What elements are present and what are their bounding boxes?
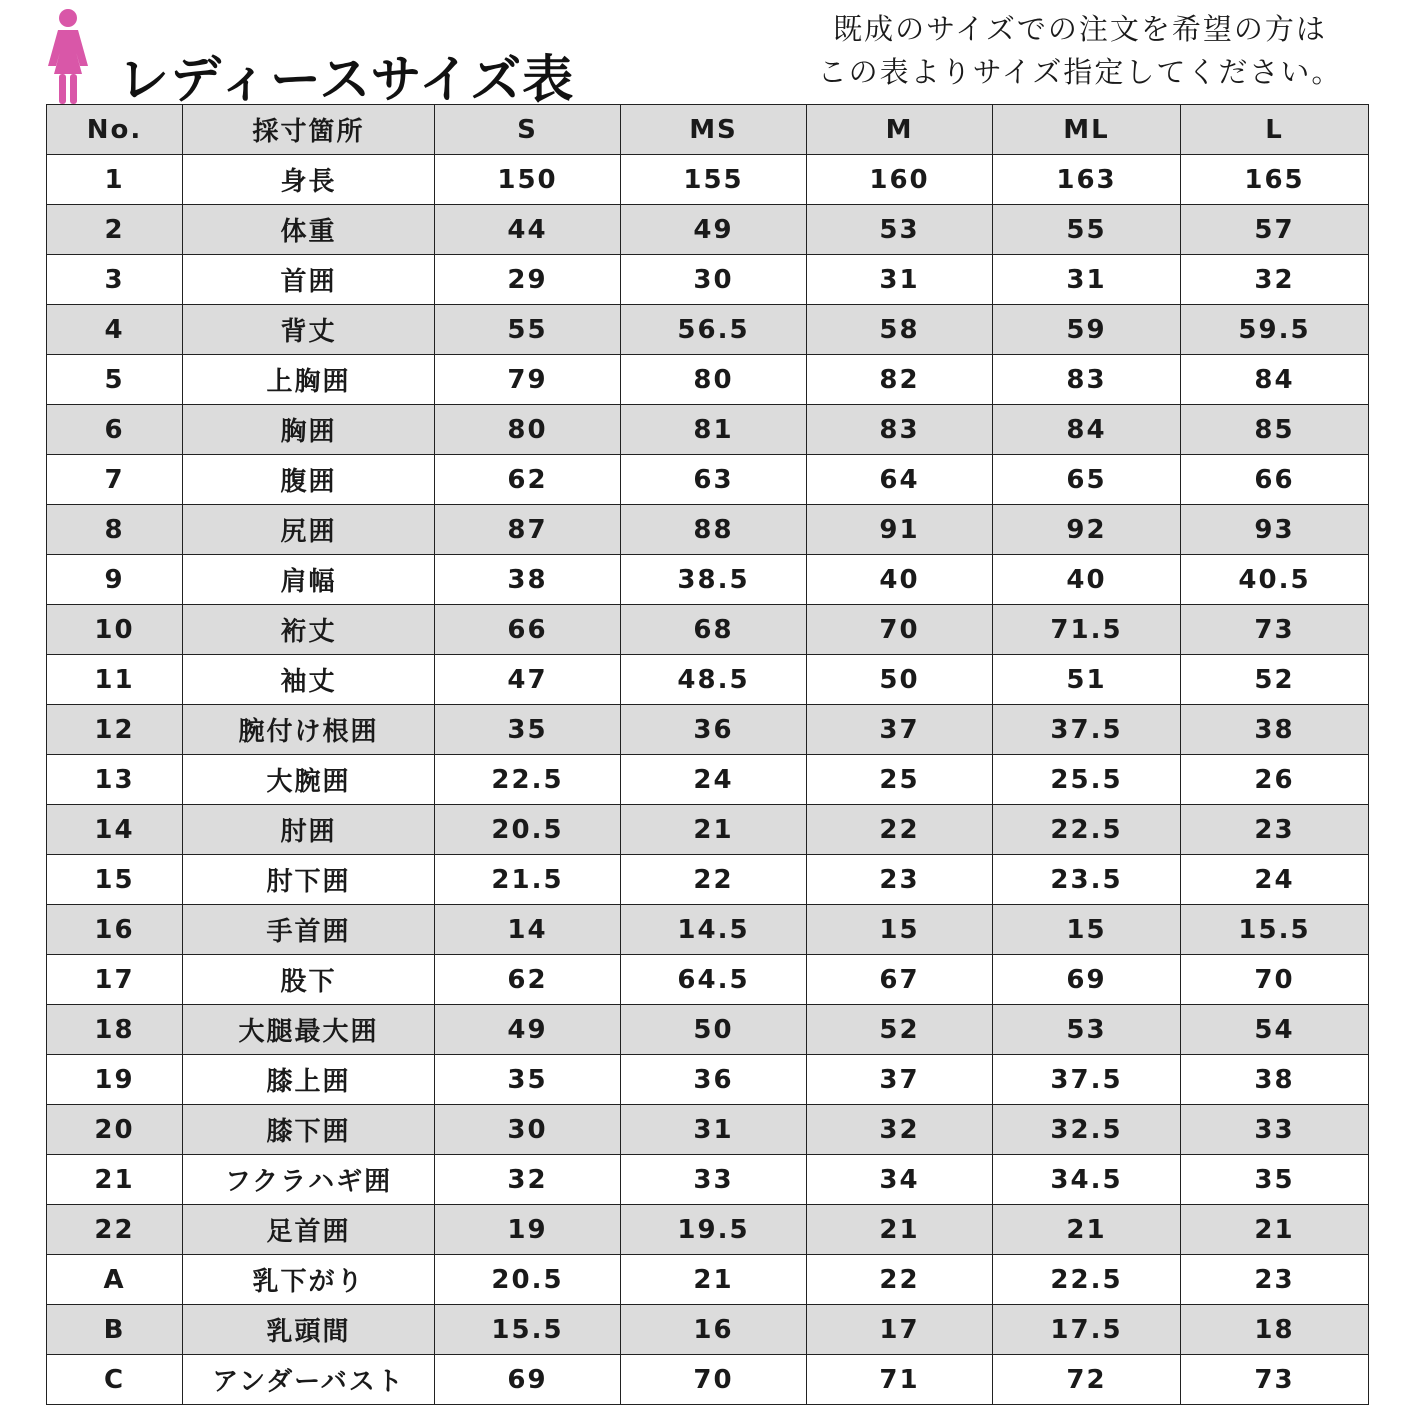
table-cell-col-s: 49	[435, 1005, 621, 1055]
table-cell-col-ml: 84	[993, 405, 1181, 455]
table-cell-col-s: 30	[435, 1105, 621, 1155]
table-cell-col-ml: 25.5	[993, 755, 1181, 805]
table-cell-col-m: 67	[807, 955, 993, 1005]
table-row	[47, 705, 1369, 755]
table-cell-col-no: 20	[47, 1105, 183, 1155]
table-cell-col-l: 32	[1181, 255, 1369, 305]
table-cell-col-location: 上胸囲	[183, 355, 435, 405]
table-cell-col-ml: 51	[993, 655, 1181, 705]
table-cell-col-no: 4	[47, 305, 183, 355]
table-cell-col-l: 26	[1181, 755, 1369, 805]
table-cell-col-ms: 48.5	[621, 655, 807, 705]
table-cell-col-s: 15.5	[435, 1305, 621, 1355]
table-cell-col-no: 13	[47, 755, 183, 805]
table-cell-col-s: 19	[435, 1205, 621, 1255]
table-cell-col-s: 80	[435, 405, 621, 455]
order-note-line1: 既成のサイズでの注文を希望の方は	[833, 12, 1327, 46]
table-cell-col-m: 17	[807, 1305, 993, 1355]
column-header-col-l: L	[1181, 105, 1369, 155]
table-cell-col-m: 82	[807, 355, 993, 405]
table-cell-col-m: 22	[807, 1255, 993, 1305]
table-row	[47, 805, 1369, 855]
table-cell-col-location: 背丈	[183, 305, 435, 355]
table-cell-col-l: 52	[1181, 655, 1369, 705]
table-cell-col-m: 83	[807, 405, 993, 455]
order-note-line2: この表よりサイズ指定してください。	[817, 55, 1343, 89]
table-cell-col-l: 54	[1181, 1005, 1369, 1055]
table-cell-col-ml: 15	[993, 905, 1181, 955]
table-cell-col-ml: 40	[993, 555, 1181, 605]
table-cell-col-ml: 21	[993, 1205, 1181, 1255]
table-row	[47, 155, 1369, 205]
table-cell-col-ml: 72	[993, 1355, 1181, 1405]
table-cell-col-s: 32	[435, 1155, 621, 1205]
table-cell-col-m: 91	[807, 505, 993, 555]
table-cell-col-no: 17	[47, 955, 183, 1005]
table-cell-col-ms: 81	[621, 405, 807, 455]
table-cell-col-m: 25	[807, 755, 993, 805]
table-row	[47, 1255, 1369, 1305]
table-cell-col-ml: 23.5	[993, 855, 1181, 905]
table-cell-col-s: 69	[435, 1355, 621, 1405]
table-cell-col-l: 165	[1181, 155, 1369, 205]
table-cell-col-ml: 31	[993, 255, 1181, 305]
table-cell-col-ml: 69	[993, 955, 1181, 1005]
table-cell-col-ml: 59	[993, 305, 1181, 355]
table-cell-col-ms: 38.5	[621, 555, 807, 605]
table-cell-col-location: 腕付け根囲	[183, 705, 435, 755]
table-cell-col-ml: 34.5	[993, 1155, 1181, 1205]
woman-icon	[44, 8, 92, 104]
table-cell-col-s: 87	[435, 505, 621, 555]
table-cell-col-ml: 65	[993, 455, 1181, 505]
table-cell-col-ms: 68	[621, 605, 807, 655]
table-row	[47, 1005, 1369, 1055]
table-row	[47, 855, 1369, 905]
table-cell-col-location: 乳下がり	[183, 1255, 435, 1305]
table-cell-col-s: 79	[435, 355, 621, 405]
table-cell-col-ml: 92	[993, 505, 1181, 555]
table-cell-col-location: 手首囲	[183, 905, 435, 955]
table-cell-col-location: 身長	[183, 155, 435, 205]
table-row	[47, 655, 1369, 705]
page-title: レディースサイズ表	[118, 51, 575, 110]
table-cell-col-l: 21	[1181, 1205, 1369, 1255]
table-cell-col-ms: 14.5	[621, 905, 807, 955]
column-header-col-no: No.	[47, 105, 183, 155]
table-cell-col-l: 15.5	[1181, 905, 1369, 955]
table-cell-col-m: 50	[807, 655, 993, 705]
table-cell-col-no: 3	[47, 255, 183, 305]
table-cell-col-no: 22	[47, 1205, 183, 1255]
table-cell-col-m: 52	[807, 1005, 993, 1055]
table-cell-col-s: 62	[435, 955, 621, 1005]
table-cell-col-no: A	[47, 1255, 183, 1305]
table-cell-col-l: 85	[1181, 405, 1369, 455]
table-cell-col-location: 足首囲	[183, 1205, 435, 1255]
table-cell-col-location: フクラハギ囲	[183, 1155, 435, 1205]
table-cell-col-location: 膝上囲	[183, 1055, 435, 1105]
table-cell-col-l: 73	[1181, 605, 1369, 655]
table-cell-col-no: 19	[47, 1055, 183, 1105]
table-row	[47, 755, 1369, 805]
table-cell-col-l: 38	[1181, 705, 1369, 755]
table-cell-col-ml: 163	[993, 155, 1181, 205]
table-row	[47, 1055, 1369, 1105]
table-cell-col-s: 20.5	[435, 805, 621, 855]
table-cell-col-m: 40	[807, 555, 993, 605]
table-cell-col-location: 肘囲	[183, 805, 435, 855]
table-row	[47, 505, 1369, 555]
table-row	[47, 905, 1369, 955]
table-cell-col-s: 14	[435, 905, 621, 955]
table-row	[47, 455, 1369, 505]
table-row	[47, 1155, 1369, 1205]
table-cell-col-l: 23	[1181, 805, 1369, 855]
table-row	[47, 1105, 1369, 1155]
table-cell-col-no: 6	[47, 405, 183, 455]
table-cell-col-location: 腹囲	[183, 455, 435, 505]
table-cell-col-ms: 63	[621, 455, 807, 505]
table-cell-col-m: 37	[807, 705, 993, 755]
table-cell-col-ml: 37.5	[993, 705, 1181, 755]
table-cell-col-l: 70	[1181, 955, 1369, 1005]
table-cell-col-s: 55	[435, 305, 621, 355]
table-cell-col-l: 59.5	[1181, 305, 1369, 355]
table-cell-col-l: 38	[1181, 1055, 1369, 1105]
table-cell-col-no: 8	[47, 505, 183, 555]
table-cell-col-ms: 19.5	[621, 1205, 807, 1255]
table-cell-col-l: 35	[1181, 1155, 1369, 1205]
table-cell-col-no: 21	[47, 1155, 183, 1205]
table-cell-col-m: 53	[807, 205, 993, 255]
column-header-col-s: S	[435, 105, 621, 155]
table-cell-col-l: 40.5	[1181, 555, 1369, 605]
table-cell-col-m: 71	[807, 1355, 993, 1405]
table-cell-col-ms: 56.5	[621, 305, 807, 355]
table-row	[47, 1205, 1369, 1255]
table-cell-col-s: 29	[435, 255, 621, 305]
table-cell-col-ms: 22	[621, 855, 807, 905]
table-cell-col-l: 18	[1181, 1305, 1369, 1355]
column-header-col-location: 採寸箇所	[183, 105, 435, 155]
table-cell-col-m: 21	[807, 1205, 993, 1255]
table-cell-col-m: 37	[807, 1055, 993, 1105]
table-cell-col-no: 16	[47, 905, 183, 955]
table-cell-col-ms: 30	[621, 255, 807, 305]
table-cell-col-l: 84	[1181, 355, 1369, 405]
table-cell-col-ms: 33	[621, 1155, 807, 1205]
table-cell-col-ml: 53	[993, 1005, 1181, 1055]
table-cell-col-no: 11	[47, 655, 183, 705]
column-header-col-m: M	[807, 105, 993, 155]
table-row	[47, 405, 1369, 455]
table-cell-col-ml: 55	[993, 205, 1181, 255]
table-cell-col-m: 15	[807, 905, 993, 955]
table-cell-col-ms: 88	[621, 505, 807, 555]
table-row	[47, 605, 1369, 655]
table-cell-col-no: C	[47, 1355, 183, 1405]
table-cell-col-ms: 80	[621, 355, 807, 405]
table-cell-col-s: 35	[435, 705, 621, 755]
table-cell-col-no: B	[47, 1305, 183, 1355]
table-cell-col-m: 23	[807, 855, 993, 905]
table-cell-col-ms: 36	[621, 1055, 807, 1105]
table-cell-col-s: 21.5	[435, 855, 621, 905]
table-cell-col-ms: 70	[621, 1355, 807, 1405]
table-cell-col-location: 肘下囲	[183, 855, 435, 905]
table-cell-col-s: 22.5	[435, 755, 621, 805]
table-cell-col-location: 体重	[183, 205, 435, 255]
table-cell-col-location: 乳頭間	[183, 1305, 435, 1355]
table-cell-col-m: 70	[807, 605, 993, 655]
table-row	[47, 305, 1369, 355]
table-row	[47, 1305, 1369, 1355]
table-cell-col-s: 38	[435, 555, 621, 605]
table-cell-col-m: 58	[807, 305, 993, 355]
table-cell-col-location: 肩幅	[183, 555, 435, 605]
table-cell-col-m: 32	[807, 1105, 993, 1155]
table-cell-col-no: 18	[47, 1005, 183, 1055]
table-cell-col-ml: 37.5	[993, 1055, 1181, 1105]
table-cell-col-s: 150	[435, 155, 621, 205]
table-cell-col-ml: 71.5	[993, 605, 1181, 655]
table-cell-col-l: 73	[1181, 1355, 1369, 1405]
table-cell-col-ms: 21	[621, 1255, 807, 1305]
table-cell-col-location: 股下	[183, 955, 435, 1005]
column-header-col-ms: MS	[621, 105, 807, 155]
table-cell-col-no: 2	[47, 205, 183, 255]
table-cell-col-m: 31	[807, 255, 993, 305]
table-cell-col-l: 24	[1181, 855, 1369, 905]
table-cell-col-ms: 50	[621, 1005, 807, 1055]
table-cell-col-s: 62	[435, 455, 621, 505]
table-cell-col-ml: 22.5	[993, 805, 1181, 855]
table-cell-col-l: 33	[1181, 1105, 1369, 1155]
table-cell-col-no: 7	[47, 455, 183, 505]
table-cell-col-ms: 24	[621, 755, 807, 805]
table-cell-col-m: 160	[807, 155, 993, 205]
table-cell-col-ms: 21	[621, 805, 807, 855]
table-cell-col-no: 15	[47, 855, 183, 905]
table-cell-col-l: 57	[1181, 205, 1369, 255]
table-cell-col-location: 裄丈	[183, 605, 435, 655]
table-row	[47, 955, 1369, 1005]
table-cell-col-no: 12	[47, 705, 183, 755]
table-cell-col-location: 膝下囲	[183, 1105, 435, 1155]
table-cell-col-no: 10	[47, 605, 183, 655]
table-cell-col-ms: 31	[621, 1105, 807, 1155]
size-table	[46, 104, 1369, 1405]
column-header-col-ml: ML	[993, 105, 1181, 155]
table-cell-col-location: 袖丈	[183, 655, 435, 705]
table-cell-col-s: 20.5	[435, 1255, 621, 1305]
table-cell-col-no: 9	[47, 555, 183, 605]
table-cell-col-location: 尻囲	[183, 505, 435, 555]
order-note	[800, 8, 1360, 94]
table-row	[47, 355, 1369, 405]
table-cell-col-s: 66	[435, 605, 621, 655]
table-cell-col-ml: 22.5	[993, 1255, 1181, 1305]
table-cell-col-no: 14	[47, 805, 183, 855]
table-cell-col-s: 47	[435, 655, 621, 705]
table-cell-col-l: 66	[1181, 455, 1369, 505]
table-row	[47, 1355, 1369, 1405]
table-cell-col-s: 44	[435, 205, 621, 255]
table-cell-col-m: 64	[807, 455, 993, 505]
table-cell-col-location: アンダーバスト	[183, 1355, 435, 1405]
table-cell-col-l: 23	[1181, 1255, 1369, 1305]
table-cell-col-location: 大腿最大囲	[183, 1005, 435, 1055]
table-row	[47, 205, 1369, 255]
table-cell-col-l: 93	[1181, 505, 1369, 555]
table-cell-col-location: 胸囲	[183, 405, 435, 455]
table-cell-col-ms: 36	[621, 705, 807, 755]
table-cell-col-ml: 17.5	[993, 1305, 1181, 1355]
table-cell-col-location: 大腕囲	[183, 755, 435, 805]
table-header-row	[47, 105, 1369, 155]
table-cell-col-ml: 32.5	[993, 1105, 1181, 1155]
table-cell-col-ms: 155	[621, 155, 807, 205]
table-row	[47, 255, 1369, 305]
table-cell-col-no: 1	[47, 155, 183, 205]
table-cell-col-no: 5	[47, 355, 183, 405]
table-cell-col-ms: 64.5	[621, 955, 807, 1005]
table-cell-col-m: 34	[807, 1155, 993, 1205]
table-cell-col-location: 首囲	[183, 255, 435, 305]
table-cell-col-m: 22	[807, 805, 993, 855]
table-cell-col-s: 35	[435, 1055, 621, 1105]
table-cell-col-ms: 49	[621, 205, 807, 255]
table-cell-col-ms: 16	[621, 1305, 807, 1355]
table-cell-col-ml: 83	[993, 355, 1181, 405]
table-row	[47, 555, 1369, 605]
